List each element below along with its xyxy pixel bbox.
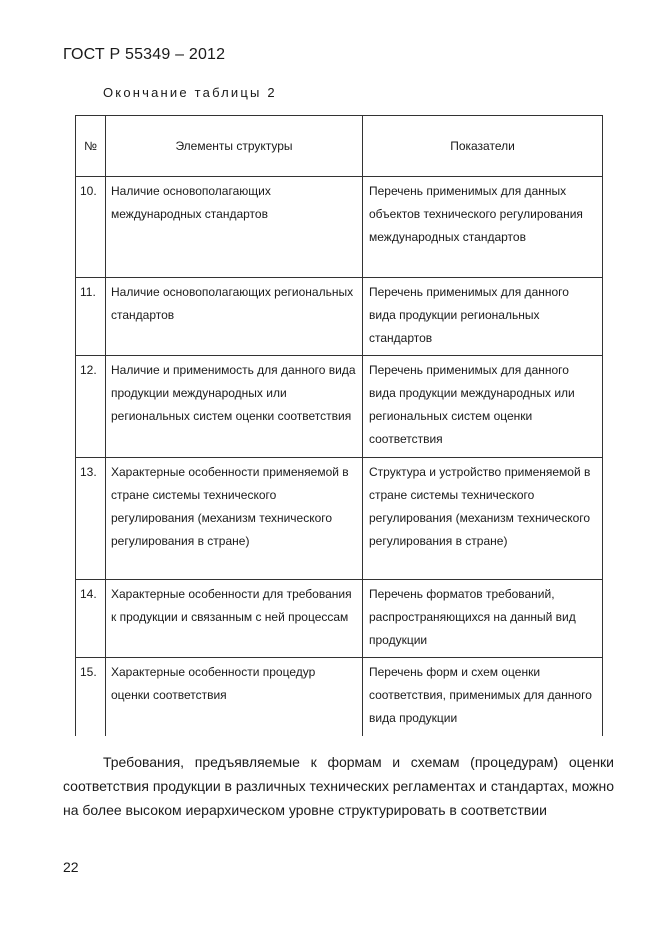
row-element: Характерные особенности применяемой в стране системы технического регулирования (механизм технического регулирования в стране) <box>106 458 363 580</box>
row-element: Наличие и применимость для данного вида продукции международных или региональных систем оценки соответствия <box>106 356 363 458</box>
row-indicator: Перечень применимых для данных объектов технического регулирования международных стандартов <box>363 177 603 278</box>
column-header-indicators: Показатели <box>363 116 603 177</box>
table-header-row <box>76 116 603 177</box>
row-element: Характерные особенности процедур оценки соответствия <box>106 658 363 737</box>
row-element: Характерные особенности для требования к продукции и связанным с ней процессам <box>106 580 363 658</box>
table-row <box>76 278 603 356</box>
paragraph-text: Требования, предъявляемые к формам и схемам (процедурам) оценки соответствия продукции в различных технических регламентах и стандартах, можно на более высоком иерархическом уровне структурировать в соответствии <box>63 754 614 818</box>
row-indicator: Перечень форматов требований, распространяющихся на данный вид продукции <box>363 580 603 658</box>
structure-table <box>75 115 602 727</box>
row-number: 12. <box>76 356 106 458</box>
table-caption: Окончание таблицы 2 <box>103 85 277 100</box>
row-indicator: Перечень применимых для данного вида продукции международных или региональных систем оценки соответствия <box>363 356 603 458</box>
row-indicator: Перечень форм и схем оценки соответствия, применимых для данного вида продукции <box>363 658 603 737</box>
row-number: 10. <box>76 177 106 278</box>
row-indicator: Структура и устройство применяемой в стране системы технического регулирования (механизм технического регулирования в стране) <box>363 458 603 580</box>
row-number: 15. <box>76 658 106 737</box>
row-number: 11. <box>76 278 106 356</box>
table-row <box>76 356 603 458</box>
table-row <box>76 580 603 658</box>
column-header-number: № <box>76 116 106 177</box>
column-header-elements: Элементы структуры <box>106 116 363 177</box>
row-element: Наличие основополагающих региональных стандартов <box>106 278 363 356</box>
row-number: 14. <box>76 580 106 658</box>
body-paragraph <box>63 750 614 822</box>
table-row <box>76 658 603 737</box>
table-row <box>76 458 603 580</box>
row-number: 13. <box>76 458 106 580</box>
page-number: 22 <box>63 859 79 875</box>
row-element: Наличие основополагающих международных стандартов <box>106 177 363 278</box>
table-row <box>76 177 603 278</box>
document-header: ГОСТ Р 55349 – 2012 <box>63 46 226 63</box>
row-indicator: Перечень применимых для данного вида продукции региональных стандартов <box>363 278 603 356</box>
